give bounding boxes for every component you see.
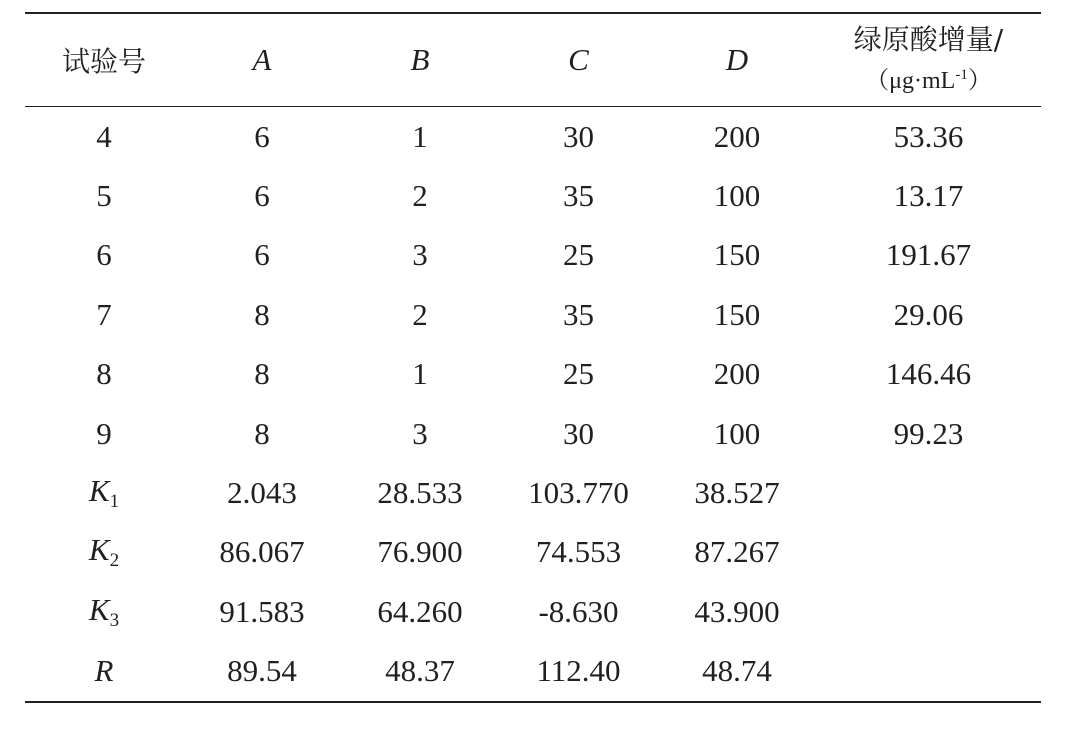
header-factor-d: D xyxy=(725,42,749,77)
k-label-cell xyxy=(25,463,183,522)
factor-d-cell: 100 xyxy=(713,415,761,451)
k-subscript: 3 xyxy=(109,609,120,631)
factor-c-cell: 30 xyxy=(563,118,594,154)
header-result-title: 绿原酸增量/ xyxy=(853,23,1004,56)
trial-no-cell: 4 xyxy=(96,118,112,154)
factor-c-cell: 25 xyxy=(563,356,594,392)
k-symbol: K xyxy=(88,591,110,627)
k-b-cell: 64.260 xyxy=(377,593,463,629)
factor-c-cell: 35 xyxy=(563,178,594,214)
factor-b-cell: 2 xyxy=(412,296,428,332)
factor-d-cell: 150 xyxy=(713,237,761,273)
result-cell: 191.67 xyxy=(885,237,972,273)
k-a-cell: 2.043 xyxy=(227,475,297,511)
k-c-cell: 103.770 xyxy=(528,475,629,511)
k-d-cell: 38.527 xyxy=(694,475,780,511)
r-label-cell: R xyxy=(94,653,114,689)
factor-c-cell: 25 xyxy=(563,237,594,273)
result-cell: 53.36 xyxy=(893,118,964,154)
trial-no-cell: 5 xyxy=(96,178,112,214)
factor-b-cell: 1 xyxy=(412,118,428,154)
factor-c-cell: 35 xyxy=(563,296,594,332)
r-b-cell: 48.37 xyxy=(385,653,455,689)
empty-cell xyxy=(816,642,1041,702)
table-row xyxy=(25,107,1041,167)
k-row xyxy=(25,463,1041,522)
factor-b-cell: 2 xyxy=(412,178,428,214)
k-label-cell xyxy=(25,582,183,641)
r-a-cell: 89.54 xyxy=(227,653,297,689)
factor-a-cell: 8 xyxy=(254,415,270,451)
k-d-cell: 43.900 xyxy=(694,593,780,629)
k-row xyxy=(25,523,1041,582)
empty-cell xyxy=(816,582,1041,641)
header-factor-c: C xyxy=(568,42,589,77)
trial-no-cell: 8 xyxy=(96,356,112,392)
k-d-cell: 87.267 xyxy=(694,534,780,570)
table-row xyxy=(25,345,1041,404)
result-cell: 29.06 xyxy=(893,296,964,332)
table-body xyxy=(25,107,1041,702)
result-cell: 99.23 xyxy=(893,415,964,451)
factor-b-cell: 3 xyxy=(412,237,428,273)
trial-no-cell: 7 xyxy=(96,296,112,332)
factor-b-cell: 1 xyxy=(412,356,428,392)
k-symbol: K xyxy=(88,532,110,568)
table-row xyxy=(25,404,1041,463)
trial-no-cell: 6 xyxy=(96,237,112,273)
factor-a-cell: 8 xyxy=(254,356,270,392)
factor-a-cell: 6 xyxy=(254,178,270,214)
table-row xyxy=(25,226,1041,285)
k-c-cell: 74.553 xyxy=(535,534,622,570)
factor-a-cell: 6 xyxy=(254,237,270,273)
unit-close: ） xyxy=(967,68,992,94)
factor-c-cell: 30 xyxy=(563,415,594,451)
factor-d-cell: 200 xyxy=(713,118,761,154)
header-result xyxy=(816,13,1041,107)
factor-b-cell: 3 xyxy=(412,415,428,451)
header-factor-b: B xyxy=(410,42,430,77)
r-d-cell: 48.74 xyxy=(702,653,772,689)
result-cell: 146.46 xyxy=(885,356,972,392)
k-subscript: 2 xyxy=(109,550,120,572)
empty-cell xyxy=(816,463,1041,522)
factor-d-cell: 200 xyxy=(713,356,761,392)
result-cell: 13.17 xyxy=(893,178,964,214)
k-symbol: K xyxy=(88,473,110,509)
header-result-unit xyxy=(816,58,1041,98)
table-row xyxy=(25,285,1041,344)
r-row xyxy=(25,642,1041,702)
k-c-cell: -8.630 xyxy=(538,593,619,629)
results-table xyxy=(25,12,1041,703)
empty-cell xyxy=(816,523,1041,582)
k-a-cell: 91.583 xyxy=(219,593,305,629)
factor-d-cell: 100 xyxy=(713,178,761,214)
factor-a-cell: 6 xyxy=(254,118,270,154)
orthogonal-test-table xyxy=(25,12,1041,703)
r-c-cell: 112.40 xyxy=(536,653,621,689)
k-a-cell: 86.067 xyxy=(219,534,305,570)
factor-a-cell: 8 xyxy=(254,296,270,332)
header-trial-no: 试验号 xyxy=(61,45,146,78)
header-factor-a: A xyxy=(252,42,272,77)
trial-no-cell: 9 xyxy=(96,415,112,451)
k-label-cell xyxy=(25,523,183,582)
k-b-cell: 76.900 xyxy=(377,534,463,570)
table-row xyxy=(25,166,1041,225)
k-subscript: 1 xyxy=(109,491,120,513)
unit-open: （μg·mL xyxy=(865,68,956,94)
header-row xyxy=(25,13,1041,107)
factor-d-cell: 150 xyxy=(713,296,761,332)
unit-exponent: -1 xyxy=(955,67,968,83)
k-b-cell: 28.533 xyxy=(377,475,463,511)
k-row xyxy=(25,582,1041,641)
